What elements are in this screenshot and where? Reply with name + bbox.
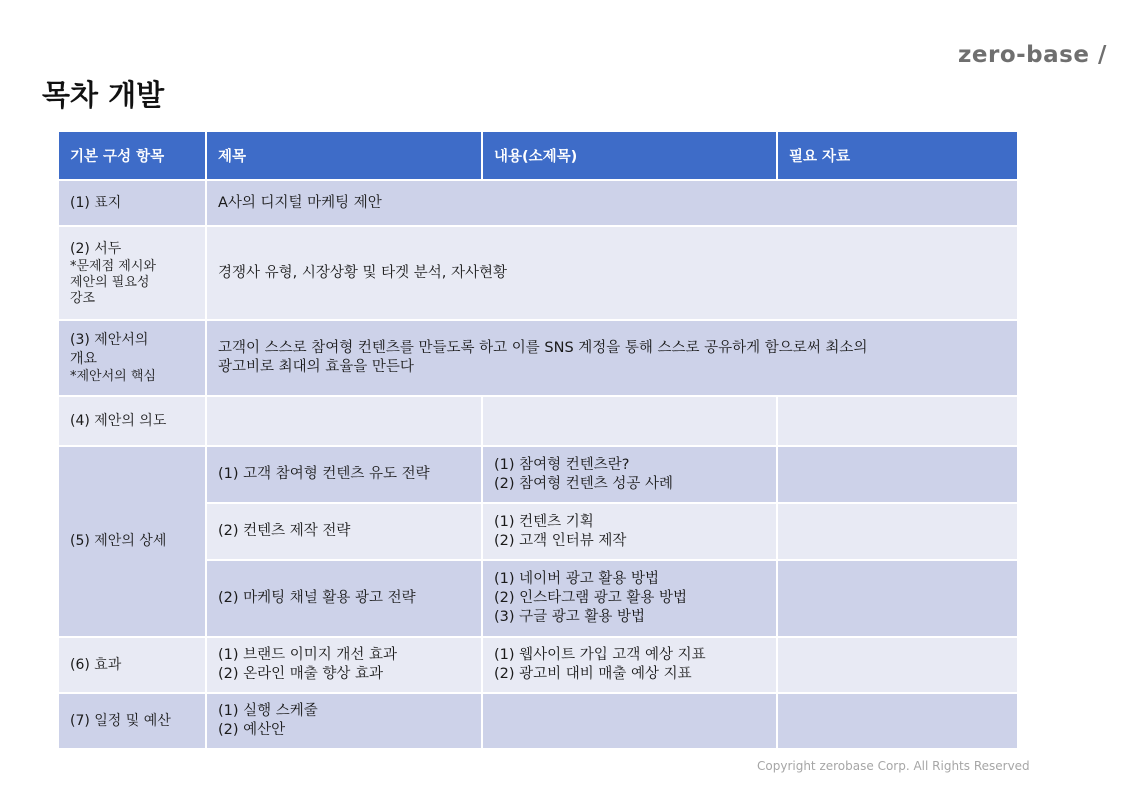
row-materials: [777, 446, 1018, 503]
header-title: 제목: [206, 131, 482, 180]
row-materials: [777, 396, 1018, 446]
table-row: [58, 226, 1018, 320]
table-row: [58, 693, 1018, 749]
header-content: 내용(소제목): [482, 131, 777, 180]
page-title: 목차 개발: [42, 78, 165, 112]
row-subtitle: [482, 693, 777, 749]
row-materials: [777, 560, 1018, 637]
row-category: (5) 제안의 상세: [58, 446, 206, 637]
row-subtitle: (1) 네이버 광고 활용 방법 (2) 인스타그램 광고 활용 방법 (3) 구글 광고 활용 방법: [482, 560, 777, 637]
row-category: (4) 제안의 의도: [58, 396, 206, 446]
row-title: (1) 브랜드 이미지 개선 효과 (2) 온라인 매출 향상 효과: [206, 637, 482, 693]
row-category-note: *문제점 제시와 제안의 필요성 강조: [70, 258, 156, 306]
brand-logo: zero-base /: [958, 42, 1107, 68]
row-title: [206, 396, 482, 446]
table-row: [58, 637, 1018, 693]
row-title: (2) 컨텐츠 제작 전략: [206, 503, 482, 560]
header-category: 기본 구성 항목: [58, 131, 206, 180]
copyright-notice: Copyright zerobase Corp. All Rights Reserved: [757, 759, 1030, 773]
row-category-note: *제안서의 핵심: [70, 369, 156, 384]
row-materials: [777, 693, 1018, 749]
header-materials: 필요 자료: [777, 131, 1018, 180]
row-content: A사의 디지털 마케팅 제안: [206, 180, 1018, 226]
row-content: 경쟁사 유형, 시장상황 및 타겟 분석, 자사현황: [206, 226, 1018, 320]
row-subtitle: (1) 참여형 컨텐츠란? (2) 참여형 컨텐츠 성공 사례: [482, 446, 777, 503]
row-category: (1) 표지: [58, 180, 206, 226]
row-materials: [777, 503, 1018, 560]
row-subtitle: (1) 컨텐츠 기획 (2) 고객 인터뷰 제작: [482, 503, 777, 560]
row-category: [58, 320, 206, 396]
row-subtitle: [482, 396, 777, 446]
table-row: [58, 320, 1018, 396]
row-title: (1) 고객 참여형 컨텐츠 유도 전략: [206, 446, 482, 503]
row-subtitle: (1) 웹사이트 가입 고객 예상 지표 (2) 광고비 대비 매출 예상 지표: [482, 637, 777, 693]
table-row: [58, 180, 1018, 226]
row-category: (7) 일정 및 예산: [58, 693, 206, 749]
table-row: [58, 446, 1018, 503]
row-title: (1) 실행 스케줄 (2) 예산안: [206, 693, 482, 749]
row-category: (6) 효과: [58, 637, 206, 693]
table-header-row: [58, 131, 1018, 180]
row-category-label: (2) 서두: [70, 240, 122, 257]
row-title: (2) 마케팅 채널 활용 광고 전략: [206, 560, 482, 637]
toc-table: [57, 130, 1019, 750]
row-category: [58, 226, 206, 320]
row-content: 고객이 스스로 참여형 컨텐츠를 만들도록 하고 이를 SNS 계정을 통해 스스로 공유하게 함으로써 최소의 광고비로 최대의 효율을 만든다: [206, 320, 1018, 396]
row-materials: [777, 637, 1018, 693]
table-row: [58, 396, 1018, 446]
row-category-label: (3) 제안서의 개요: [70, 332, 149, 367]
